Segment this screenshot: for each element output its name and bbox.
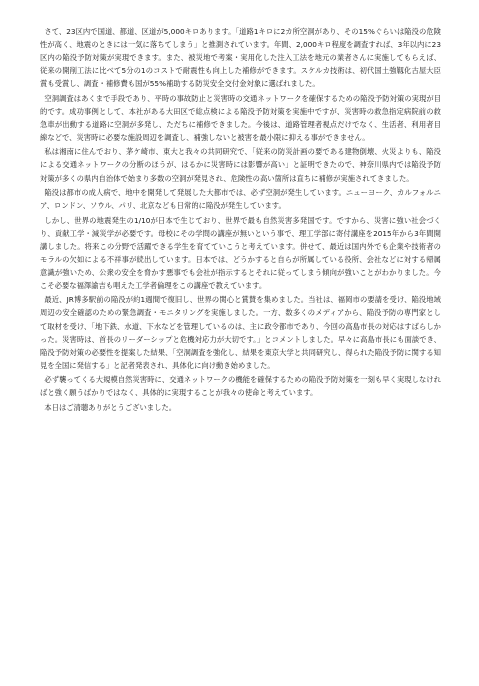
paragraph-shonan-research: 私は湘南に住んでおり、茅ケ崎市、東大と我々の共同研究で、「従来の防災計画の要である建物倒壊、火災よりも、陥没による交通ネットワークの分断のほうが、はるかに災害時には影響が高い」と証明できたので、神奈川県内では陥没予防対策が多くの県内自治体で始まり多数の空洞が発見され、危険性の高い箇所は直ちに補修が実施されてきました。	[40, 147, 441, 183]
paragraph-hakata-collapse: 最近、JR博多駅前の陥没が約1週間で復旧し、世界の関心と賞賛を集めました。当社は、福岡市の要請を受け、陥没地域周辺の安全確認のための緊急調査・モニタリングを実施しました。一方、数多くのメディアから、陥没予防の専門家として取材を受け、「地下鉄、水道、下水などを管理しているのは、主に政令都市であり、今回の高島市長の対応はすばらしかった。災害時は、首長のリーダーシップと危機対応力が大切です。」とコメントしました。早々に高島市長にも面談でき、陥没予防対策の必要性を提案した結果、「空洞調査を強化し、結果を東京大学と共同研究し、得られた陥没予防に関する知見を全国に発信する」と記者発表され、具体化に向け動き始めました。	[40, 295, 441, 370]
paragraph-closing: 本日はご清聴ありがとうございました。	[44, 402, 177, 412]
paragraph-urban-disease: 陥没は都市の成人病で、地中を開発して発展した大都市では、必ず空洞が発生しています。ニューヨーク、カルフォルニア、ロンドン、ソウル、パリ、北京なども日常的に陥没が発生しています。	[40, 188, 441, 211]
paragraph-cavity-survey-purpose: 空洞調査はあくまで手段であり、平時の事故防止と災害時の交通ネットワークを確保するための陥没予防対策の実現が目的です。成功事例として、本社がある大田区で総点検による陥没予防対策を実施中ですが、災害時の救急指定病院前の救急車が出動する道路に空洞が多発し、ただちに補修できました。今後は、道路管理者視点だけでなく、生活者、利用者目線などで、災害時に必要な施設周辺を調査し、補強しないと被害を最小限に抑える事ができません。	[40, 93, 441, 142]
paragraph-road-survey: さて、23区内で国道、都道、区道が5,000キロあります。「道路1キロに2カ所空洞があり、その15%ぐらいは陥没の危険性が高く、地震のときには一気に落ちてしまう」と推測されています。年間、2,000キロ程度を調査すれば、3年以内に23区内の陥没予防対策が実現できます。また、被災地で考案・実用化した注入工法を地元の業者さんに実施してもらえば、従来の開削工法に比べて5分の1のコストで耐震性も向上した補修ができます。スケルカ技術は、初代国土強靱化古屋大臣賞も受賞し、調査・補修費も国が55%補助する防災安全交付金対象に選ばれました。	[40, 27, 441, 89]
paragraph-disaster-engineering: しかし、世界の地震発生の1/10が日本で生じており、世界で最も自然災害多発国です。ですから、災害に強い社会づくり、貢献工学・減災学が必要です。母校にその学問の講座が無いという事で、理工学部に寄付講座を2015年から3年間開講しました。将来この分野で活躍できる学生を育てていこうと考えています。併せて、最近は国内外でも企業や技術者のモラルの欠如による不祥事が続出しています。日本では、どうかすると自らが所属している役所、会社などに対する帰属意識が強いため、公衆の安全を脅かす悪事でも会社が指示するとそれに従ってしまう傾向が強いことがわかりました。今こそ必要な福澤諭吉も唱えた工学者倫理をこの講座で教えています。	[40, 215, 441, 290]
paragraph-mission: 必ず襲ってくる大規模自然災害時に、交通ネットワークの機能を確保するための陥没予防対策を一刻も早く実現しなければと強く願うばかりではなく、具体的に実現することが我々の使命と考えています。	[40, 375, 441, 398]
